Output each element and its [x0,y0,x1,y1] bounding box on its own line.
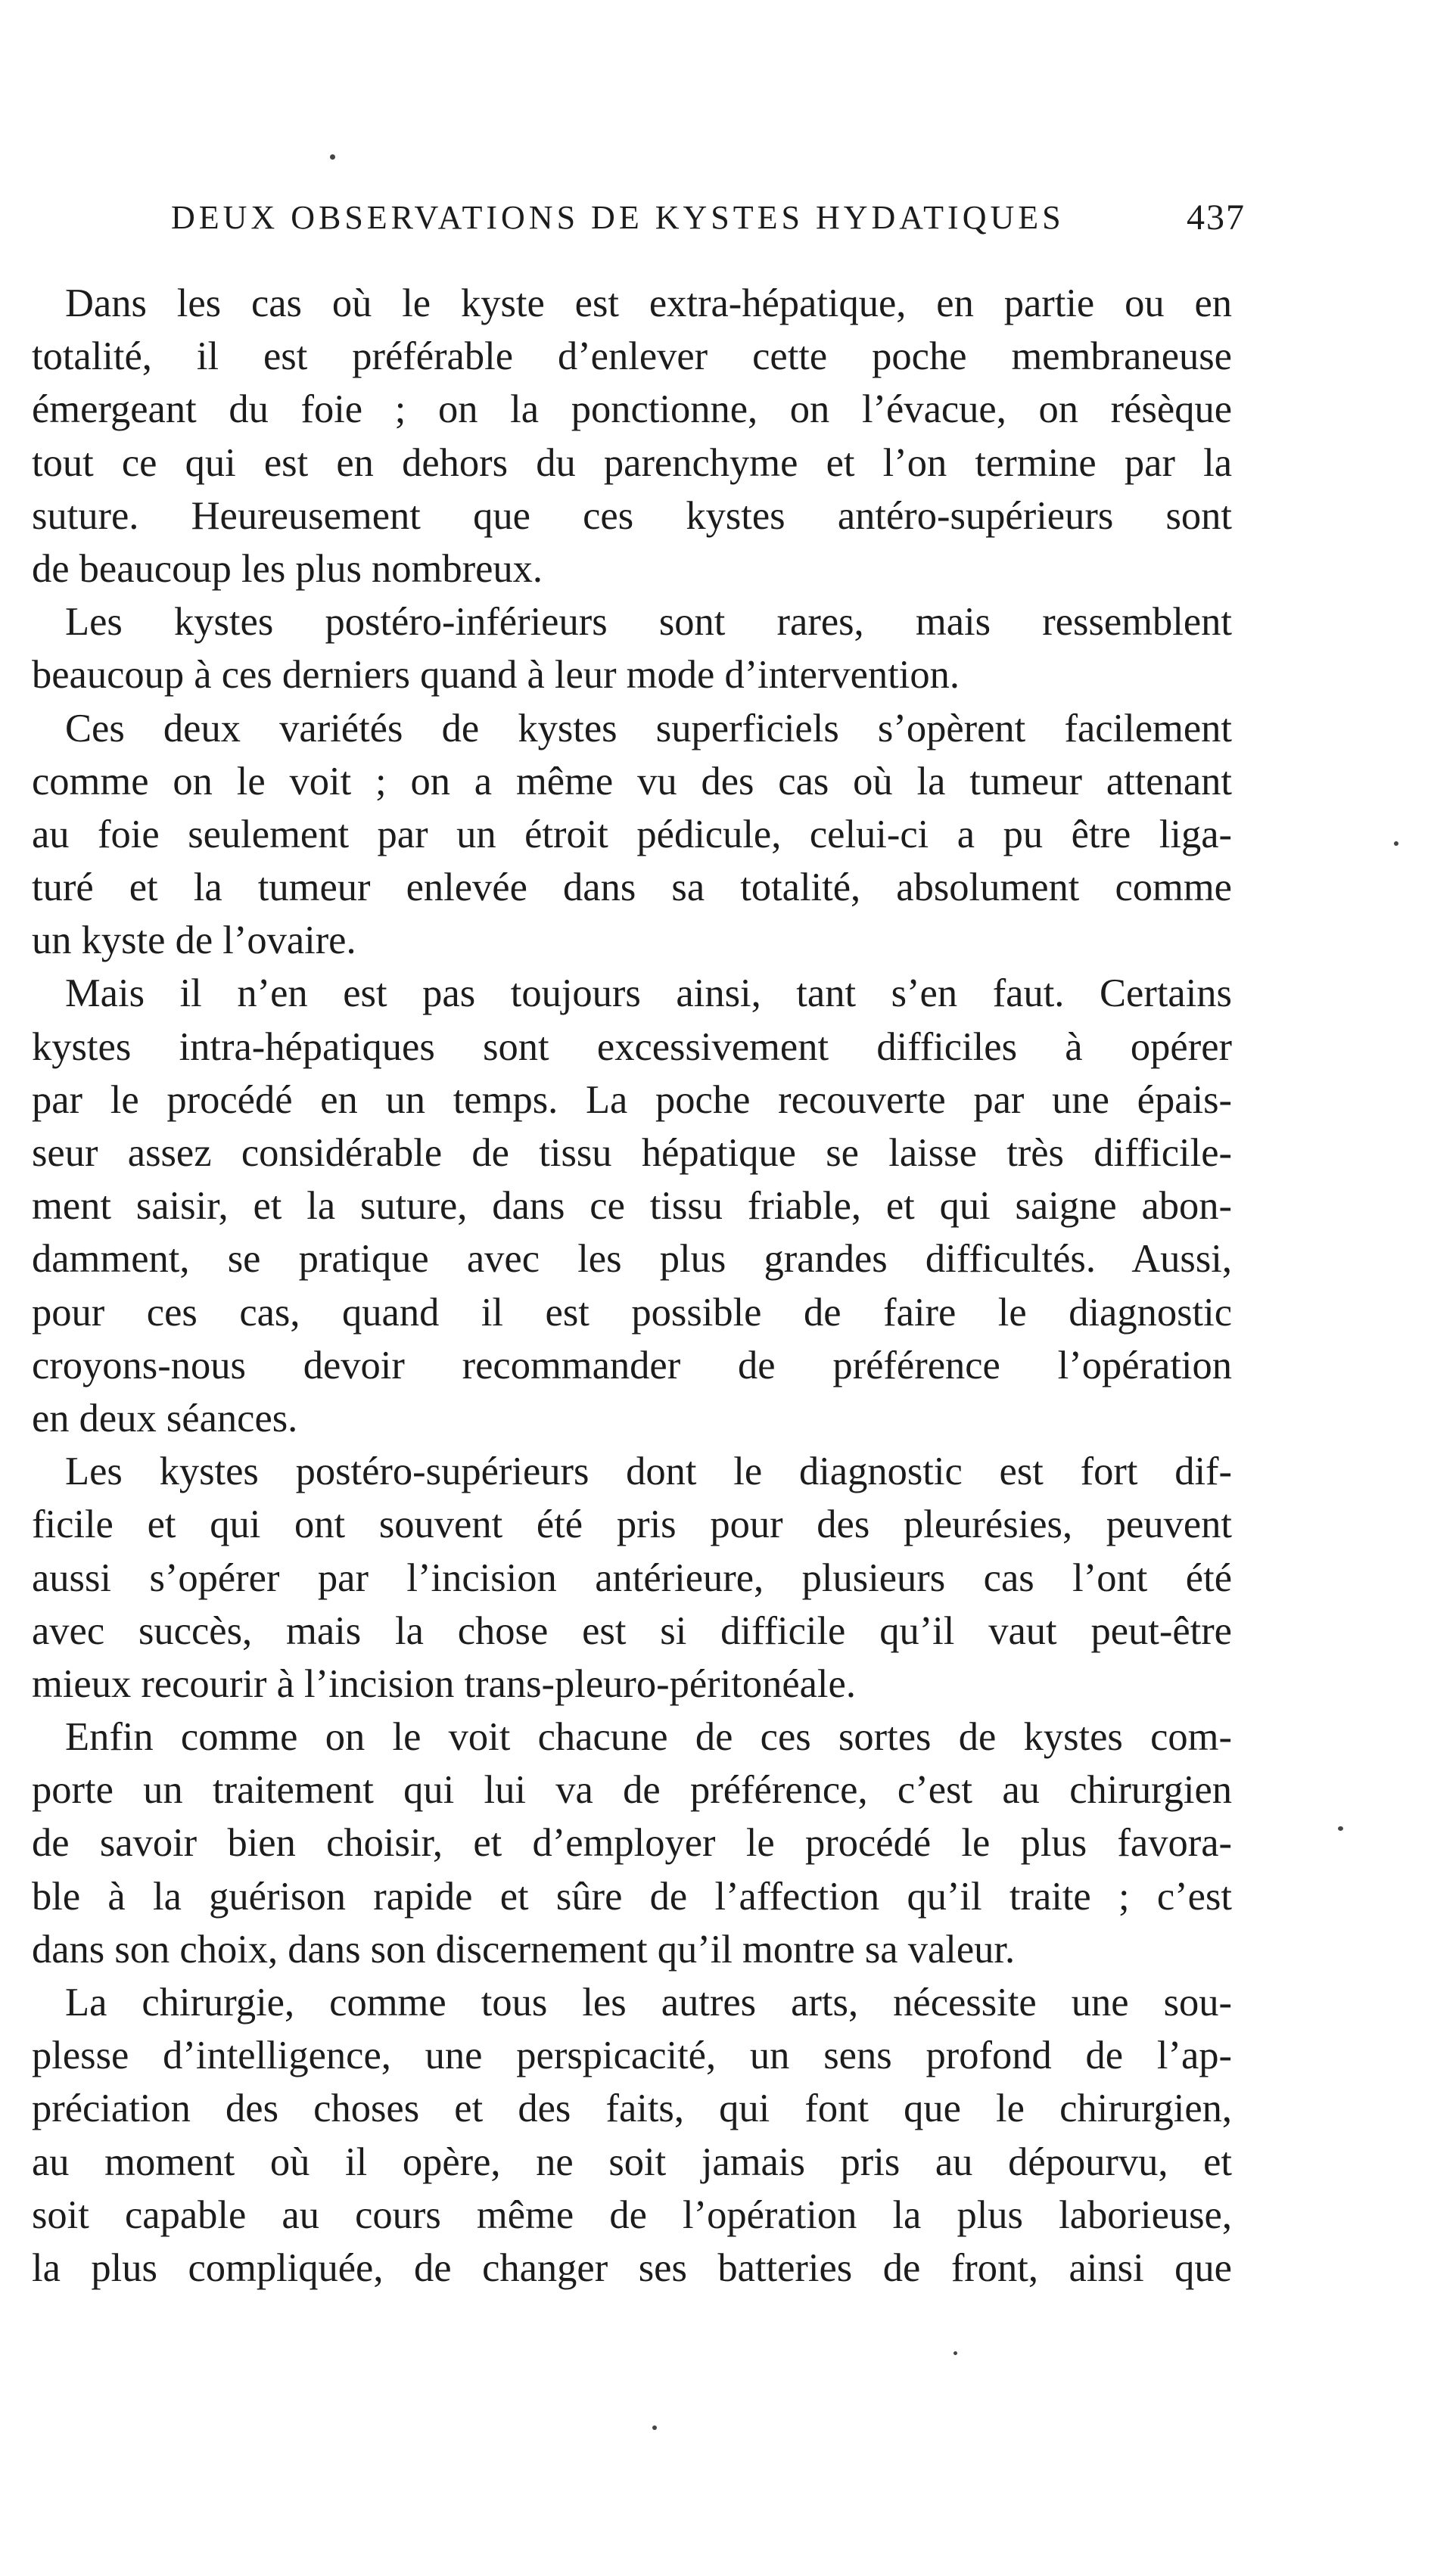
paragraph [32,1445,1232,1711]
text-line: beaucoup à ces derniers quand à leur mode d’intervention. [32,653,960,698]
text-line: tout ce qui est en dehors du parenchyme et l’on termine par la [32,440,1232,485]
text-line: plesse d’intelligence, une perspicacité, un sens profond de l’ap- [32,2034,1232,2078]
text-line: suture. Heureusement que ces kystes antéro-supérieurs sont [32,493,1232,538]
text-line: émergeant du foie ; on la ponctionne, on l’évacue, on résèque [32,387,1232,432]
text-line: turé et la tumeur enlevée dans sa totalité, absolument comme [32,865,1232,910]
running-head: DEUX OBSERVATIONS DE KYSTES HYDATIQUES [171,199,1065,236]
text-line: par le procédé en un temps. La poche recouverte par une épais- [32,1077,1232,1122]
text-line: dans son choix, dans son discernement qu’il montre sa valeur. [32,1927,1016,1972]
paragraph [32,1976,1232,2295]
text-line: avec succès, mais la chose est si difficile qu’il vaut peut-être [32,1608,1232,1653]
text-line: mieux recourir à l’incision trans-pleuro-péritonéale. [32,1661,856,1706]
text-line: préciation des choses et des faits, qui font que le chirurgien, [32,2087,1232,2131]
scan-speck [953,2351,957,2355]
text-line: de savoir bien choisir, et d’employer le procédé le plus favora- [32,1821,1232,1866]
text-line: porte un traitement qui lui va de préférence, c’est au chirurgien [32,1768,1232,1813]
text-line: aussi s’opérer par l’incision antérieure, plusieurs cas l’ont été [32,1555,1232,1600]
paragraph [32,967,1232,1445]
text-line: un kyste de l’ovaire. [32,918,356,963]
page-header [171,195,1246,241]
scan-speck [1394,841,1398,846]
paragraph [32,595,1232,701]
text-line: en deux séances. [32,1396,298,1440]
text-line: totalité, il est préférable d’enlever cette poche membraneuse [32,334,1232,379]
text-line: ment saisir, et la suture, dans ce tissu friable, et qui saigne abon- [32,1184,1232,1229]
text-line: croyons-nous devoir recommander de préférence l’opération [32,1343,1232,1387]
text-line: kystes intra-hépatiques sont excessivement difficiles à opérer [32,1024,1232,1069]
text-line: seur assez considérable de tissu hépatique se laisse très difficile- [32,1131,1232,1175]
text-line: Les kystes postéro-supérieurs dont le diagnostic est fort dif- [65,1450,1232,1494]
page-number: 437 [1187,197,1246,238]
text-line: Enfin comme on le voit chacune de ces sortes de kystes com- [65,1715,1232,1760]
text-line: damment, se pratique avec les plus grandes difficultés. Aussi, [32,1237,1232,1282]
scan-speck [652,2425,657,2430]
scan-speck [1338,1826,1343,1831]
text-line: au moment où il opère, ne soit jamais pris au dépourvu, et [32,2139,1232,2184]
text-line: Ces deux variétés de kystes superficiels s’opèrent facilement [65,706,1232,750]
text-line: Dans les cas où le kyste est extra-hépatique, en partie ou en [65,281,1232,325]
paragraph [32,702,1232,968]
body-text [32,277,1232,2295]
text-line: comme on le voit ; on a même vu des cas où la tumeur attenant [32,759,1232,803]
paragraph [32,1711,1232,1976]
text-line: soit capable au cours même de l’opération la plus laborieuse, [32,2192,1232,2237]
text-line: La chirurgie, comme tous les autres arts, nécessite une sou- [65,1981,1232,2024]
text-line: la plus compliquée, de changer ses batteries de front, ainsi que [32,2245,1232,2290]
text-line: pour ces cas, quand il est possible de faire le diagnostic [32,1290,1232,1335]
text-line: Mais il n’en est pas toujours ainsi, tant s’en faut. Certains [65,971,1232,1016]
text-line: Les kystes postéro-inférieurs sont rares, mais ressemblent [65,600,1232,645]
text-line: au foie seulement par un étroit pédicule, celui-ci a pu être liga- [32,812,1232,856]
paragraph [32,277,1232,595]
text-line: ficile et qui ont souvent été pris pour des pleurésies, peuvent [32,1502,1232,1547]
scan-speck [330,154,335,160]
text-line: de beaucoup les plus nombreux. [32,546,543,591]
text-line: ble à la guérison rapide et sûre de l’affection qu’il traite ; c’est [32,1874,1232,1919]
